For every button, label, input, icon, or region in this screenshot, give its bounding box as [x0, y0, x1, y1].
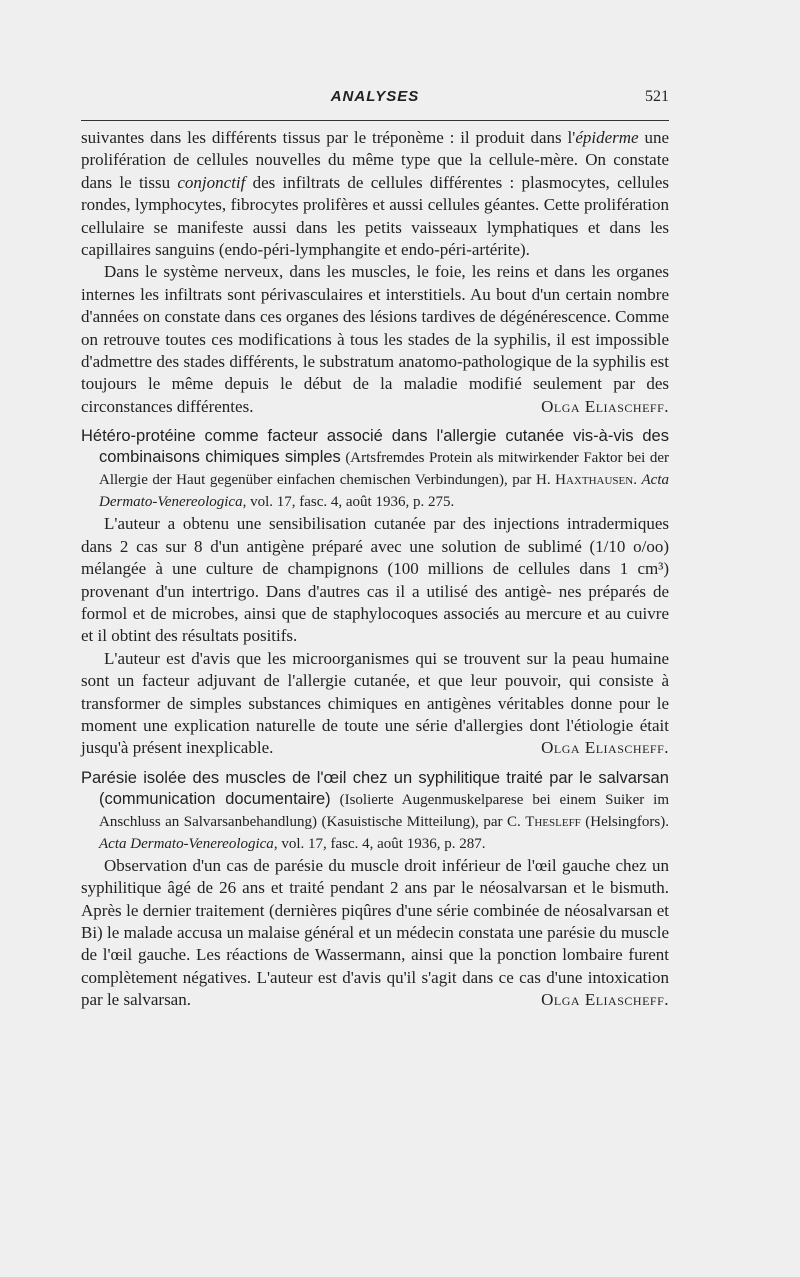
entry-title: Parésie isolée des muscles de l'œil chez un syphilitique traité par le salvarsan (communication documentaire) — [81, 768, 669, 808]
entry-meta: , vol. 17, fasc. 4, août 1936, p. 287. — [273, 835, 486, 852]
page-header — [81, 88, 669, 112]
text-run: une prolifération de cellules nouvelles du même type que la cellule-mère. On constate dans le tissu — [81, 128, 669, 192]
text-run: Observation d'un cas de parésie du muscle droit inférieur de l'œil gauche chez un syphilitique âgé de 26 ans et traité pendant 2 ans par le néosalvarsan et le bismuth. Après le dernier traitement (dernières piqûres d'une série combinée de néosalvarsan et Bi) le malade accusa un malaise général et un médecin constata une parésie du muscle de l'œil gauche. Les réactions de Wassermann, ainsi que la ponction lombaire furent complètement négatives. L'auteur est d'avis qu'il s'agit dans ce cas d'une intoxication par le salvarsan. — [81, 855, 669, 1010]
intro-section — [81, 127, 669, 418]
author-name: Haxthausen — [555, 472, 634, 489]
signature: Olga Eliascheff. — [541, 990, 669, 1010]
signature: Olga Eliascheff. — [541, 738, 669, 758]
intro-paragraph-2 — [81, 261, 669, 418]
italic-term: conjonctif — [177, 172, 246, 192]
journal-name: Acta Dermato-Venereologica — [99, 472, 670, 511]
entry-2 — [81, 768, 669, 1012]
entry-1-paragraph-1: L'auteur a obtenu une sensibilisation cutanée par des injections intradermiques dans 2 cas sur 8 d'un antigène préparé avec une solution de sublimé (1/10 o/oo) mélangée à une culture de champignons (100 millions de cellules dans 1 cm³) provenant d'un intertrigo. Dans d'autres cas il a utilisé des antigè- nes préparés de formol et de microbes, ainsi que de staphylocoques associés au mercure et au cuivre et il obtint des résultats positifs. — [81, 514, 669, 646]
header-rule — [81, 120, 669, 121]
author-name: Thesleff — [525, 813, 581, 830]
entry-2-heading — [81, 768, 669, 855]
entry-1 — [81, 426, 669, 759]
entry-2-paragraph-1 — [81, 855, 669, 1012]
entry-meta: . — [633, 472, 642, 489]
intro-paragraph-1 — [81, 127, 669, 261]
text-run: Dans le système nerveux, dans les muscles, le foie, les reins et dans les organes internes les infiltrats sont périvasculaires et interstitiels. Au bout d'un certain nombre d'années on constate dans ces organes des lésions tardives de dégénérescence. Comme on retrouve toutes ces modifications à tous les stades de la syphilis, il est impossible d'admettre des stades différents, le substratum anatomo-pathologique de la syphilis est toujours le même depuis le début de la maladie modifié seulement par des circonstances différentes. — [81, 262, 669, 416]
journal-name: Acta Dermato-Venereologica — [99, 835, 274, 852]
entry-meta: (Helsingfors). — [580, 813, 670, 830]
italic-term: épiderme — [575, 128, 639, 147]
signature: Olga Eliascheff. — [541, 396, 669, 416]
entry-meta: , vol. 17, fasc. 4, août 1936, p. 275. — [242, 494, 455, 511]
text-run: L'auteur est d'avis que les microorganismes qui se trouvent sur la peau humaine sont un facteur adjuvant de l'allergie cutanée, et que leur pouvoir, qui consiste à transformer de simples substances chimiques en antigènes véritables donne pour le moment une explication naturelle de toute une série d'allergies dont l'étiologie était jusqu'à présent inexplicable. — [81, 648, 669, 758]
entry-1-heading — [81, 426, 669, 513]
running-title: ANALYSES — [330, 88, 420, 105]
document-page — [81, 88, 669, 1012]
entry-title: Hétéro-protéine comme facteur associé dans l'allergie cutanée vis-à-vis des combinaisons chimiques simples — [81, 427, 669, 467]
page-number: 521 — [645, 88, 669, 105]
text-run: suivantes dans les différents tissus par le tréponème : il produit dans l' — [81, 128, 576, 147]
entry-1-paragraph-2 — [81, 648, 669, 760]
entry-meta: (Isolierte Augenmuskelparese bei einem Suiker im Anschluss an Salvarsanbehandlung) (Kasuistische Mitteilung), par C. — [99, 791, 669, 830]
entry-meta: (Artsfremdes Protein als mitwirkender Faktor bei der Allergie der Haut gegenüber einfachen chemischen Verbindungen), par H. — [99, 450, 669, 489]
text-run: des infiltrats de cellules différentes : plasmocytes, cellules rondes, lymphocytes, fibrocytes prolifères et aussi cellules géantes. Cette prolifération cellulaire se manifeste aussi dans les petits vaisseaux lymphatiques et dans les capillaires sanguins (endo-péri-lymphangite et endo-péri-artérite). — [81, 172, 669, 260]
